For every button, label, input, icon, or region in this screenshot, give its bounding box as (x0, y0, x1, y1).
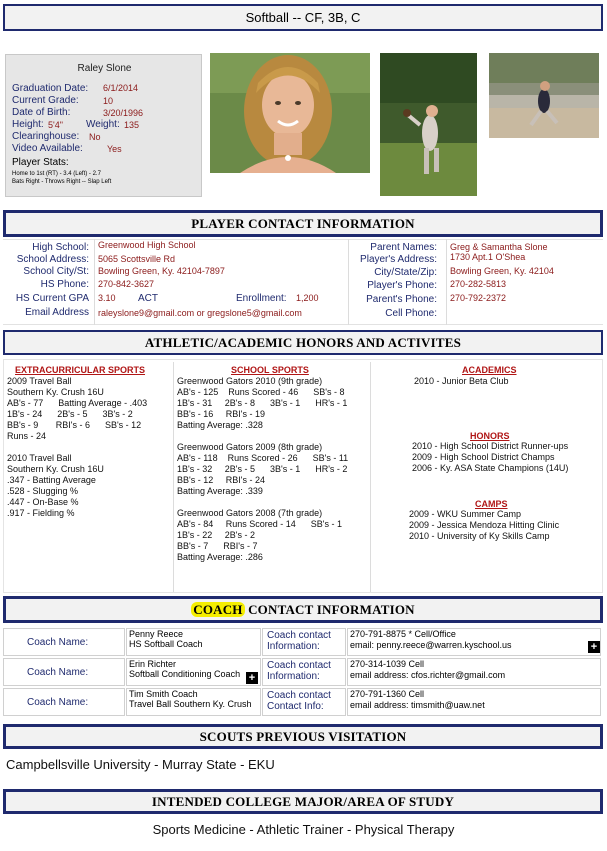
weight-label: Weight: (86, 119, 120, 130)
coach-info-label-1: Coach contact (267, 660, 331, 671)
enrollment-label: Enrollment: (236, 293, 287, 304)
extracurricular-line: AB's - 77 Batting Average - .403 (7, 398, 148, 408)
clearinghouse-value: No (89, 132, 101, 142)
fielding-action-photo (380, 53, 477, 196)
high-school-value: Greenwood High School (98, 240, 196, 250)
player-address-label: Player's Address: (360, 254, 437, 265)
gpa-label: HS Current GPA (15, 293, 89, 304)
email-value: raleyslone9@gmail.com or gregslone5@gmail.com (98, 308, 302, 318)
coach-info-label-2: Information: (267, 671, 320, 682)
extracurricular-line: Runs - 24 (7, 431, 47, 441)
coach-name: Tim Smith Coach (129, 689, 198, 699)
video-value: Yes (107, 144, 122, 154)
honors-header: ATHLETIC/ACADEMIC HONORS AND ACTIVITES (3, 330, 603, 355)
coach-info-label-2: Contact Info: (267, 701, 324, 712)
coach-role: HS Softball Coach (129, 639, 203, 649)
academics-line: 2010 - Junior Beta Club (414, 376, 509, 386)
email-label: Email Address (25, 307, 89, 318)
stats-line-2: Bats Right - Throws Right -- Slap Left (12, 179, 112, 185)
camps-title: CAMPS (475, 499, 508, 509)
coach-name: Penny Reece (129, 629, 184, 639)
graduation-label: Graduation Date: (12, 83, 89, 94)
coach-name: Erin Richter (129, 659, 177, 669)
stats-line-1: Home to 1st (RT) - 3.4 (Left) - 2.7 (12, 171, 101, 177)
player-phone-label: Player's Phone: (367, 280, 437, 291)
city-state-label: City/State/Zip: (374, 267, 437, 278)
height-label: Height: (12, 119, 44, 130)
school-sports-line: AB's - 125 Runs Scored - 46 SB's - 8 (177, 387, 345, 397)
academics-list (414, 376, 509, 387)
cell-phone-label: Cell Phone: (385, 308, 437, 319)
running-action-photo (489, 53, 599, 138)
school-sports-line: BB's - 7 RBI's - 7 (177, 541, 258, 551)
school-sports-line: Greenwood Gators 2010 (9th grade) (177, 376, 323, 386)
extracurricular-line: BB's - 9 RBI's - 6 SB's - 12 (7, 420, 142, 430)
extracurricular-line: Southern Ky. Crush 16U (7, 464, 104, 474)
parent-names-label: Parent Names: (370, 242, 437, 253)
player-name: Raley Slone (77, 63, 132, 74)
major-value: Sports Medicine - Athletic Trainer - Physical Therapy (152, 822, 455, 837)
camps-line: 2010 - University of Ky Skills Camp (409, 531, 550, 541)
hs-phone-value: 270-842-3627 (98, 279, 155, 289)
coach-info-label-1: Coach contact (267, 690, 331, 701)
dob-value: 3/20/1996 (103, 108, 144, 118)
stats-label: Player Stats: (12, 157, 69, 168)
school-sports-line (177, 497, 348, 508)
graduation-value: 6/1/2014 (103, 83, 139, 93)
school-sports-line: 1B's - 32 2B's - 5 3B's - 1 HR's - 2 (177, 464, 348, 474)
school-sports-line: AB's - 118 Runs Scored - 26 SB's - 11 (177, 453, 349, 463)
coach-info-label-2: Information: (267, 641, 320, 652)
parent-names-value: Greg & Samantha Slone (450, 242, 548, 252)
camps-list (409, 509, 559, 542)
coach-phone: 270-314-1039 Cell (350, 659, 425, 669)
school-sports-line (177, 431, 348, 442)
player-info-box (5, 54, 202, 197)
extracurricular-line: .917 - Fielding % (7, 508, 75, 518)
expand-plus-icon[interactable]: + (588, 641, 600, 653)
school-sports-line: AB's - 84 Runs Scored - 14 SB's - 1 (177, 519, 343, 529)
extracurricular-line (7, 442, 147, 453)
hs-phone-label: HS Phone: (40, 279, 89, 290)
city-state-value: Bowling Green, Ky. 42104 (450, 266, 554, 276)
school-sports-list (177, 376, 348, 563)
school-city-label: School City/St: (23, 266, 89, 277)
player-phone-value: 270-282-5813 (450, 279, 507, 289)
coach-name-label: Coach Name: (27, 667, 89, 678)
school-sports-title: SCHOOL SPORTS (231, 365, 309, 375)
height-value: 5'4" (48, 120, 63, 130)
camps-line: 2009 - WKU Summer Camp (409, 509, 522, 519)
school-sports-line: 1B's - 31 2B's - 8 3B's - 1 HR's - 1 (177, 398, 348, 408)
coach-phone: 270-791-1360 Cell (350, 689, 425, 699)
parent-phone-value: 270-792-2372 (450, 293, 507, 303)
coach-phone: 270-791-8875 * Cell/Office (350, 629, 456, 639)
school-sports-line: Greenwood Gators 2009 (8th grade) (177, 442, 323, 452)
school-sports-line: Batting Average: .328 (177, 420, 263, 430)
coach-email: email address: cfos.richter@gmail.com (350, 670, 506, 680)
video-label: Video Available: (12, 143, 83, 154)
portrait-photo (210, 53, 370, 173)
honors-line: 2010 - High School District Runner-ups (412, 441, 569, 451)
coach-contact-header (3, 596, 603, 623)
player-contact-header: PLAYER CONTACT INFORMATION (3, 210, 603, 237)
school-address-value: 5065 Scottsville Rd (98, 254, 176, 264)
parent-phone-label: Parent's Phone: (366, 294, 437, 305)
extracurricular-line: .347 - Batting Average (7, 475, 96, 485)
grade-label: Current Grade: (12, 95, 79, 106)
extracurricular-title: EXTRACURRICULAR SPORTS (15, 365, 146, 375)
page-title: Softball -- CF, 3B, C (3, 4, 603, 31)
coach-email: email: penny.reece@warren.kyschool.us (350, 640, 512, 650)
extracurricular-line: Southern Ky. Crush 16U (7, 387, 104, 397)
gpa-value: 3.10 (98, 293, 116, 303)
school-sports-line: BB's - 16 RBI's - 19 (177, 409, 265, 419)
scouts-header: SCOUTS PREVIOUS VISITATION (3, 724, 603, 749)
extracurricular-line: 2010 Travel Ball (7, 453, 72, 463)
school-sports-line: BB's - 12 RBI's - 24 (177, 475, 265, 485)
honors-line: 2006 - Ky. ASA State Champions (14U) (412, 463, 569, 473)
clearinghouse-label: Clearinghouse: (12, 131, 80, 142)
coach-role: Softball Conditioning Coach (129, 669, 241, 679)
school-sports-line: Batting Average: .286 (177, 552, 263, 562)
coach-header-rest: CONTACT INFORMATION (244, 602, 415, 617)
extracurricular-line: 2009 Travel Ball (7, 376, 72, 386)
coach-email: email address: timsmith@uaw.net (350, 700, 485, 710)
academics-title: ACADEMICS (462, 365, 517, 375)
player-contact-table (3, 239, 603, 325)
coach-name-label: Coach Name: (27, 637, 89, 648)
major-header (3, 789, 603, 814)
coach-name-label: Coach Name: (27, 697, 89, 708)
scouts-value: Campbellsville University - Murray State - EKU (6, 757, 275, 772)
camps-line: 2009 - Jessica Mendoza Hitting Clinic (409, 520, 560, 530)
extracurricular-list (7, 376, 147, 519)
honors-body (3, 359, 603, 593)
player-address-value: 1730 Apt.1 O'Shea (450, 252, 526, 262)
grade-value: 10 (103, 96, 114, 106)
enrollment-value: 1,200 (296, 293, 319, 303)
act-label: ACT (138, 293, 158, 304)
weight-value: 135 (124, 120, 140, 130)
extracurricular-line: .528 - Slugging % (7, 486, 79, 496)
school-sports-line: Greenwood Gators 2008 (7th grade) (177, 508, 323, 518)
school-sports-line: Batting Average: .339 (177, 486, 263, 496)
coach-highlight: COACH (193, 602, 243, 617)
extracurricular-line: 1B's - 24 2B's - 5 3B's - 2 (7, 409, 133, 419)
school-sports-line: 1B's - 22 2B's - 2 (177, 530, 255, 540)
school-city-value: Bowling Green, Ky. 42104-7897 (98, 266, 225, 276)
expand-plus-icon[interactable]: + (246, 672, 258, 684)
high-school-label: High School: (32, 242, 89, 253)
dob-label: Date of Birth: (12, 107, 71, 118)
honors-title: HONORS (470, 431, 510, 441)
extracurricular-line: .447 - On-Base % (7, 497, 79, 507)
school-address-label: School Address: (16, 254, 89, 265)
honors-list (412, 441, 568, 474)
honors-line: 2009 - High School District Champs (412, 452, 555, 462)
coach-role: Travel Ball Southern Ky. Crush (129, 699, 252, 709)
major-title: INTENDED COLLEGE MAJOR/AREA OF STUDY (151, 794, 455, 809)
coach-info-label-1: Coach contact (267, 630, 331, 641)
